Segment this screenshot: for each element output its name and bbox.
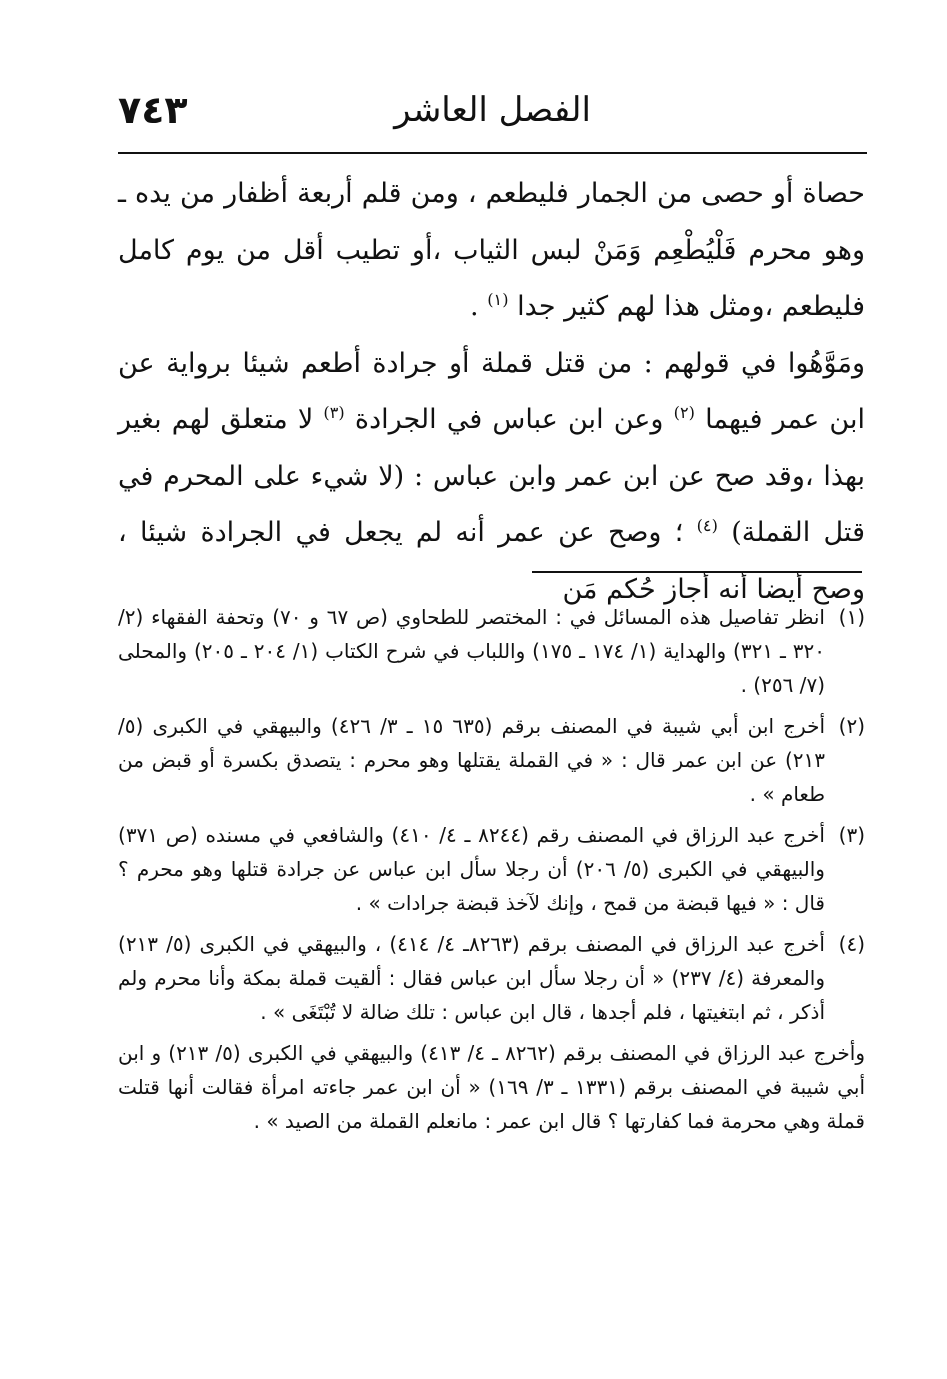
footnote-divider: [532, 571, 862, 573]
footnote-2: [118, 709, 865, 811]
chapter-title: الفصل العاشر: [394, 90, 591, 130]
footnote-ref-2: (٢): [673, 403, 695, 422]
footnote-number: (٤): [838, 932, 865, 956]
paragraph-2-text-d: ؛ وصح عن عمر أنه لم يجعل في الجرادة شيئا ، وصح أيضا أنه أجاز حُكم مَن: [118, 517, 865, 605]
footnote-number: (٢): [838, 714, 865, 738]
page-header: [118, 88, 867, 154]
footnote-ref-4: (٤): [696, 516, 718, 535]
paragraph-2-text-c: لا متعلق لهم بغير بهذا ،وقد صح عن ابن عمر وابن عباس : (لا شيء على المحرم في قتل القملة): [118, 404, 865, 548]
footnote-text: أخرج ابن أبي شيبة في المصنف برقم (٦٣٥ ١٥ ـ ٣/ ٤٢٦) والبيهقي في الكبرى (٥/ ٢١٣) عن ابن عمر قال : « في القملة يقتلها وهو محرم : يتصدق بكسرة أو قبض من طعام » .: [118, 714, 826, 806]
footnote-1: [118, 600, 865, 702]
footnote-text: أخرج عبد الرزاق في المصنف برقم (٨٢٦٣ـ ٤/ ٤١٤) ، والبيهقي في الكبرى (٥/ ٢١٣) والمعرفة (٤/ ٢٣٧) « أن رجلا سأل ابن عباس فقال : ألقيت قملة بمكة وأنا محرم ولم أذكر ، ثم ابتغيتها ، فلم أجدها ، قال ابن عباس : تلك ضالة لا تُبْتَغَى » .: [118, 932, 825, 1024]
footnote-4: [118, 927, 865, 1029]
page-number: ٧٤٣: [118, 88, 188, 132]
footnote-ref-1: (١): [487, 290, 509, 309]
footnote-text: أخرج عبد الرزاق في المصنف رقم (٨٢٤٤ ـ ٤/ ٤١٠) والشافعي في مسنده (ص ٣٧١) والبيهقي في الكبرى (٥/ ٢٠٦) أن رجلا سأل ابن عباس عن جرادة قتلها وهو محرم ؟ قال : « فيها قبضة من قمح ، وإنك لآخذ قبضة جرادات » .: [118, 823, 825, 915]
paragraph-1-tail: .: [470, 291, 488, 322]
paragraph-1-text: حصاة أو حصى من الجمار فليطعم ، ومن قلم أربعة أظفار من يده ـ وهو محرم فَلْيُطْعِم وَمَنْ لبس الثياب ،أو تطيب أقل من يوم كامل فليطعم ،ومثل هذا لهم كثير جدا: [118, 178, 865, 322]
footnote-text: انظر تفاصيل هذه المسائل في : المختصر للطحاوي (ص ٦٧ و ٧٠) وتحفة الفقهاء (٢/ ٣٢٠ ـ ٣٢١) والهداية (١/ ١٧٤ ـ ١٧٥) واللباب في شرح الكتاب (١/ ٢٠٤ ـ ٢٠٥) والمحلى (٧/ ٢٥٦) .: [118, 605, 825, 697]
footnote-number: (١): [838, 605, 865, 629]
footnote-continuation-text: وأخرج عبد الرزاق في المصنف برقم (٨٢٦٢ ـ ٤/ ٤١٣) والبيهقي في الكبرى (٥/ ٢١٣) و ابن أبي شيبة في المصنف برقم (١٣٣١ ـ ٣/ ١٦٩) « أن ابن عمر جاءته امرأة فقالت أنها قتلت قملة وهي محرمة فما كفارتها ؟ قال ابن عمر : مانعلم القملة من الصيد » .: [118, 1041, 865, 1133]
paragraph-1: [118, 166, 865, 336]
footnotes: [118, 600, 865, 1145]
main-text: [118, 166, 865, 618]
footnote-number: (٣): [838, 823, 865, 847]
paragraph-2-text-a: ومَوَّهُوا في قولهم : من قتل قملة أو جرادة أطعم شيئا برواية عن ابن عمر فيهما: [118, 347, 865, 435]
footnote-ref-3: (٣): [323, 403, 345, 422]
paragraph-2: [118, 336, 865, 619]
footnote-4-continuation: [118, 1036, 865, 1138]
paragraph-2-text-b: وعن ابن عباس في الجرادة: [354, 404, 674, 435]
footnote-3: [118, 818, 865, 920]
